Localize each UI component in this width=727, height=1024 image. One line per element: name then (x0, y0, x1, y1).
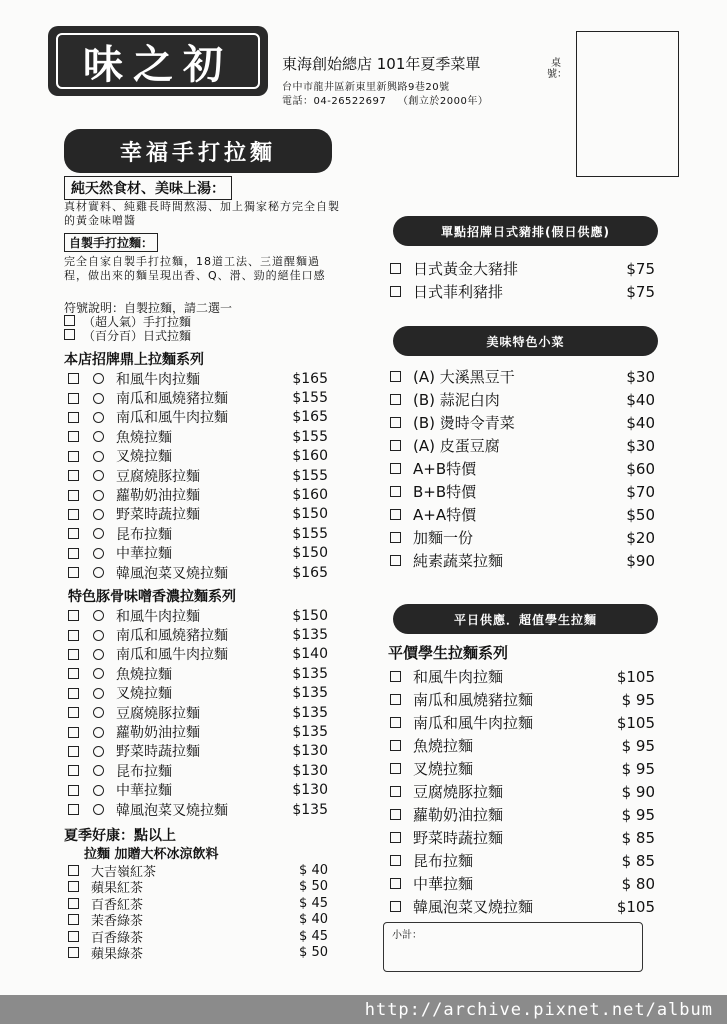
intro-paragraph-1: 真材實料、純雞長時間熬湯、加上獨家秘方完全自製的黃金味噌醬 (64, 200, 340, 227)
item-price: $155 (292, 390, 328, 407)
menu-item (390, 757, 655, 780)
menu-item (68, 485, 328, 504)
checkbox[interactable] (390, 394, 401, 405)
intro-subtitle: 自製手打拉麵： (64, 233, 158, 252)
item-price: $130 (292, 762, 328, 779)
menu-item (68, 505, 328, 524)
item-name: 韓風泡菜叉燒拉麵 (116, 565, 228, 582)
item-name: 加麵一份 (413, 529, 474, 547)
item-name: 豆腐燒豚拉麵 (413, 783, 504, 801)
item-name: 韓風泡菜叉燒拉麵 (116, 802, 228, 819)
item-name: 野菜時蔬拉麵 (413, 829, 504, 847)
main-banner: 幸福手打拉麵 (64, 129, 332, 173)
item-price: $60 (626, 459, 655, 478)
noodle-choice-circle[interactable] (93, 804, 104, 815)
restaurant-logo (48, 26, 268, 96)
item-price: $160 (292, 448, 328, 465)
legend-title: 符號說明：自製拉麵，請二選一 (64, 301, 233, 315)
menu-item (390, 257, 655, 280)
menu-item (68, 524, 328, 543)
checkbox[interactable] (390, 809, 401, 820)
checkbox[interactable] (68, 931, 79, 942)
item-name: 叉燒拉麵 (116, 686, 172, 703)
item-name: 豆腐燒豚拉麵 (116, 468, 200, 485)
menu-item (390, 872, 655, 895)
noodle-choice-circle[interactable] (93, 765, 104, 776)
item-name: 和風牛肉拉麵 (116, 371, 200, 388)
menu-item (68, 800, 328, 819)
menu-item (390, 480, 655, 503)
menu-item (390, 503, 655, 526)
menu-item (390, 411, 655, 434)
noodle-choice-circle[interactable] (93, 668, 104, 679)
ramen2-list (68, 606, 328, 819)
menu-item (390, 849, 655, 872)
checkbox[interactable] (68, 567, 79, 578)
checkbox[interactable] (68, 765, 79, 776)
snacks-banner: 美味特色小菜 (393, 326, 658, 356)
checkbox[interactable] (390, 694, 401, 705)
checkbox[interactable] (68, 688, 79, 699)
intro-paragraph-2: 完全自家自製手打拉麵，18道工法、三道醒麵過程，做出來的麵呈現出香、Q、滑、勁的絕佳口感 (64, 255, 326, 282)
noodle-choice-circle[interactable] (93, 509, 104, 520)
item-price: $130 (292, 782, 328, 799)
item-name: 韓風泡菜叉燒拉麵 (413, 898, 534, 916)
noodle-choice-circle[interactable] (93, 707, 104, 718)
item-name: 魚燒拉麵 (116, 666, 172, 683)
item-name: (A) 大溪黑豆干 (413, 368, 515, 386)
ramen2-title: 特色豚骨味噌香濃拉麵系列 (68, 589, 236, 605)
checkbox[interactable] (68, 528, 79, 539)
menu-item (68, 895, 328, 912)
item-price: $105 (616, 667, 655, 686)
item-price: $20 (626, 528, 655, 547)
item-price: $40 (626, 390, 655, 409)
checkbox[interactable] (390, 901, 401, 912)
item-name: 叉燒拉麵 (116, 449, 172, 466)
item-name: 中華拉麵 (413, 875, 474, 893)
item-name: 百香紅茶 (91, 897, 144, 913)
subtotal-box[interactable] (383, 922, 643, 972)
menu-item (68, 427, 328, 446)
noodle-choice-circle[interactable] (93, 567, 104, 578)
item-price: $75 (626, 282, 655, 301)
menu-item (390, 549, 655, 572)
menu-item (68, 447, 328, 466)
item-price: $135 (292, 665, 328, 682)
item-name: 野菜時蔬拉麵 (116, 507, 200, 524)
menu-item (390, 665, 655, 688)
noodle-choice-circle[interactable] (93, 393, 104, 404)
checkbox[interactable] (390, 486, 401, 497)
item-name: 南瓜和風牛肉拉麵 (116, 410, 228, 427)
checkbox[interactable] (68, 881, 79, 892)
noodle-choice-circle[interactable] (93, 528, 104, 539)
noodle-choice-circle[interactable] (93, 373, 104, 384)
item-price: $150 (292, 545, 328, 562)
item-name: 南瓜和風牛肉拉麵 (116, 647, 228, 664)
checkbox[interactable] (390, 878, 401, 889)
checkbox[interactable] (68, 548, 79, 559)
legend-label: （超人氣）手打拉麵 (83, 315, 192, 329)
noodle-choice-circle[interactable] (93, 431, 104, 442)
noodle-choice-circle[interactable] (93, 649, 104, 660)
item-price: $75 (626, 259, 655, 278)
item-name: 叉燒拉麵 (413, 760, 474, 778)
item-price: $165 (292, 370, 328, 387)
menu-item (68, 606, 328, 625)
menu-item (68, 388, 328, 407)
checkbox[interactable] (68, 451, 79, 462)
checkbox[interactable] (68, 431, 79, 442)
item-price: $ 85 (621, 828, 655, 847)
item-name: 日式菲利豬排 (413, 283, 504, 301)
checkbox[interactable] (68, 668, 79, 679)
founded-note: （創立於2000年） (397, 96, 489, 107)
address: 台中市龍井區新東里新興路9巷20號 (282, 82, 450, 93)
ramen1-list (68, 369, 328, 582)
item-name: 純素蔬菜拉麵 (413, 552, 504, 570)
checkbox-icon (64, 329, 75, 340)
student-banner: 平日供應．超值學生拉麵 (393, 604, 658, 634)
item-price: $105 (616, 897, 655, 916)
item-price: $155 (292, 467, 328, 484)
checkbox[interactable] (390, 371, 401, 382)
checkbox[interactable] (68, 898, 79, 909)
noodle-choice-circle[interactable] (93, 490, 104, 501)
item-name: 南瓜和風燒豬拉麵 (116, 628, 228, 645)
logo-text: 味之初 (56, 33, 260, 89)
checkbox[interactable] (390, 263, 401, 274)
address-line (282, 78, 458, 93)
table-number-label: 桌號： (547, 58, 567, 80)
item-name: 蘿勒奶油拉麵 (413, 806, 504, 824)
item-price: $ 95 (621, 690, 655, 709)
item-price: $105 (616, 713, 655, 732)
item-price: $ 95 (621, 759, 655, 778)
checkbox[interactable] (68, 470, 79, 481)
menu-item (390, 803, 655, 826)
checkbox-icon (64, 315, 75, 326)
item-name: 中華拉麵 (116, 783, 172, 800)
checkbox[interactable] (68, 490, 79, 501)
item-name: (A) 皮蛋豆腐 (413, 437, 500, 455)
summer-subtitle: 拉麵 加贈大杯冰涼飲料 (84, 847, 219, 862)
item-price: $70 (626, 482, 655, 501)
menu-item (68, 945, 328, 962)
menu-item (68, 703, 328, 722)
item-price: $30 (626, 436, 655, 455)
snacks-list (390, 365, 655, 572)
legend-row (64, 329, 232, 343)
item-price: $30 (626, 367, 655, 386)
item-name: 大吉嶺紅茶 (91, 864, 157, 880)
checkbox[interactable] (68, 610, 79, 621)
item-price: $130 (292, 743, 328, 760)
checkbox[interactable] (390, 286, 401, 297)
symbol-legend (64, 301, 232, 343)
noodle-choice-circle[interactable] (93, 548, 104, 559)
watermark-bar (0, 995, 727, 1024)
menu-item (68, 761, 328, 780)
item-name: 日式黃金大豬排 (413, 260, 519, 278)
item-price: $ 45 (299, 895, 328, 911)
checkbox[interactable] (68, 373, 79, 384)
item-price: $ 90 (621, 782, 655, 801)
menu-item (68, 781, 328, 800)
item-price: $160 (292, 487, 328, 504)
intro-tagline: 純天然食材、美味上湯： (64, 176, 232, 200)
item-price: $90 (626, 551, 655, 570)
pork-banner: 單點招牌日式豬排(假日供應) (393, 216, 658, 246)
item-name: 和風牛肉拉麵 (116, 608, 200, 625)
ramen1-title: 本店招牌鼎上拉麵系列 (64, 352, 204, 368)
menu-item (68, 742, 328, 761)
subtotal-label: 小計： (392, 930, 422, 941)
item-name: 昆布拉麵 (413, 852, 474, 870)
item-price: $135 (292, 704, 328, 721)
menu-item (68, 862, 328, 879)
noodle-choice-circle[interactable] (93, 785, 104, 796)
checkbox[interactable] (390, 509, 401, 520)
noodle-choice-circle[interactable] (93, 727, 104, 738)
item-price: $155 (292, 525, 328, 542)
table-number-box[interactable] (576, 31, 679, 177)
menu-item (68, 928, 328, 945)
item-price: $135 (292, 801, 328, 818)
legend-row (64, 315, 232, 329)
item-name: 蘋果綠茶 (91, 947, 144, 963)
item-price: $150 (292, 607, 328, 624)
menu-item (390, 688, 655, 711)
item-name: (B) 蒜泥白肉 (413, 391, 500, 409)
noodle-choice-circle[interactable] (93, 688, 104, 699)
menu-item (390, 526, 655, 549)
item-name: 南瓜和風燒豬拉麵 (413, 691, 534, 709)
menu-item (390, 388, 655, 411)
checkbox[interactable] (68, 727, 79, 738)
checkbox[interactable] (68, 393, 79, 404)
menu-item (68, 879, 328, 896)
menu-item (390, 365, 655, 388)
checkbox[interactable] (68, 865, 79, 876)
menu-item (68, 664, 328, 683)
item-price: $ 40 (299, 912, 328, 928)
item-price: $ 80 (621, 874, 655, 893)
store-title: 東海創始總店 101年夏季菜單 (282, 55, 481, 73)
student-list (390, 665, 655, 918)
item-price: $165 (292, 409, 328, 426)
checkbox[interactable] (68, 804, 79, 815)
student-title: 平價學生拉麵系列 (388, 644, 509, 662)
menu-item (68, 722, 328, 741)
item-price: $50 (626, 505, 655, 524)
checkbox[interactable] (68, 509, 79, 520)
checkbox[interactable] (68, 630, 79, 641)
item-price: $ 50 (299, 879, 328, 895)
menu-item (390, 734, 655, 757)
item-price: $165 (292, 564, 328, 581)
noodle-choice-circle[interactable] (93, 412, 104, 423)
item-name: 中華拉麵 (116, 546, 172, 563)
menu-item (390, 457, 655, 480)
item-name: 魚燒拉麵 (116, 429, 172, 446)
item-price: $ 95 (621, 736, 655, 755)
item-price: $ 85 (621, 851, 655, 870)
item-name: A+B特價 (413, 460, 477, 478)
menu-item (390, 895, 655, 918)
menu-item (68, 369, 328, 388)
checkbox[interactable] (390, 763, 401, 774)
menu-item (68, 563, 328, 582)
menu-item (390, 434, 655, 457)
item-name: (B) 燙時令青菜 (413, 414, 515, 432)
menu-item (68, 544, 328, 563)
item-price: $ 45 (299, 928, 328, 944)
item-price: $140 (292, 646, 328, 663)
checkbox[interactable] (68, 914, 79, 925)
item-name: 野菜時蔬拉麵 (116, 744, 200, 761)
checkbox[interactable] (390, 832, 401, 843)
item-name: 蘋果紅茶 (91, 881, 144, 897)
menu-item (68, 408, 328, 427)
item-price: $155 (292, 428, 328, 445)
menu-item (390, 711, 655, 734)
item-name: 昆布拉麵 (116, 526, 172, 543)
menu-item (68, 625, 328, 644)
checkbox[interactable] (390, 532, 401, 543)
checkbox[interactable] (390, 440, 401, 451)
menu-item (68, 684, 328, 703)
item-name: 魚燒拉麵 (413, 737, 474, 755)
checkbox[interactable] (68, 746, 79, 757)
checkbox[interactable] (68, 707, 79, 718)
menu-item (68, 645, 328, 664)
item-price: $ 95 (621, 805, 655, 824)
checkbox[interactable] (390, 463, 401, 474)
menu-item (390, 780, 655, 803)
drinks-list (68, 862, 328, 961)
checkbox[interactable] (390, 555, 401, 566)
checkbox[interactable] (390, 417, 401, 428)
legend-label: （百分百）日式拉麵 (83, 329, 192, 343)
checkbox[interactable] (68, 947, 79, 958)
summer-title: 夏季好康：點以上 (64, 828, 176, 844)
phone-line (282, 92, 496, 107)
checkbox[interactable] (68, 412, 79, 423)
noodle-choice-circle[interactable] (93, 451, 104, 462)
checkbox[interactable] (390, 786, 401, 797)
item-name: 豆腐燒豚拉麵 (116, 705, 200, 722)
item-name: 百香綠茶 (91, 930, 144, 946)
menu-item (390, 280, 655, 303)
item-price: $ 50 (299, 945, 328, 961)
item-name: 南瓜和風燒豬拉麵 (116, 391, 228, 408)
item-name: B+B特價 (413, 483, 477, 501)
pork-list (390, 257, 655, 303)
checkbox[interactable] (68, 649, 79, 660)
watermark-url: http://archive.pixnet.net/album (364, 999, 713, 1020)
item-price: $ 40 (299, 862, 328, 878)
checkbox[interactable] (390, 740, 401, 751)
item-price: $135 (292, 627, 328, 644)
item-name: 茉香綠茶 (91, 914, 144, 930)
item-price: $150 (292, 506, 328, 523)
item-price: $135 (292, 685, 328, 702)
menu-item (68, 912, 328, 929)
menu-item (68, 466, 328, 485)
checkbox[interactable] (390, 717, 401, 728)
item-name: 和風牛肉拉麵 (413, 668, 504, 686)
noodle-choice-circle[interactable] (93, 630, 104, 641)
item-name: 蘿勒奶油拉麵 (116, 488, 200, 505)
checkbox[interactable] (390, 855, 401, 866)
checkbox[interactable] (390, 671, 401, 682)
noodle-choice-circle[interactable] (93, 746, 104, 757)
item-name: 蘿勒奶油拉麵 (116, 725, 200, 742)
menu-item (390, 826, 655, 849)
item-name: 昆布拉麵 (116, 763, 172, 780)
noodle-choice-circle[interactable] (93, 470, 104, 481)
item-price: $135 (292, 724, 328, 741)
noodle-choice-circle[interactable] (93, 610, 104, 621)
item-name: A+A特價 (413, 506, 477, 524)
item-name: 南瓜和風牛肉拉麵 (413, 714, 534, 732)
phone: 電話：04-26522697 (282, 96, 387, 107)
checkbox[interactable] (68, 785, 79, 796)
item-price: $40 (626, 413, 655, 432)
